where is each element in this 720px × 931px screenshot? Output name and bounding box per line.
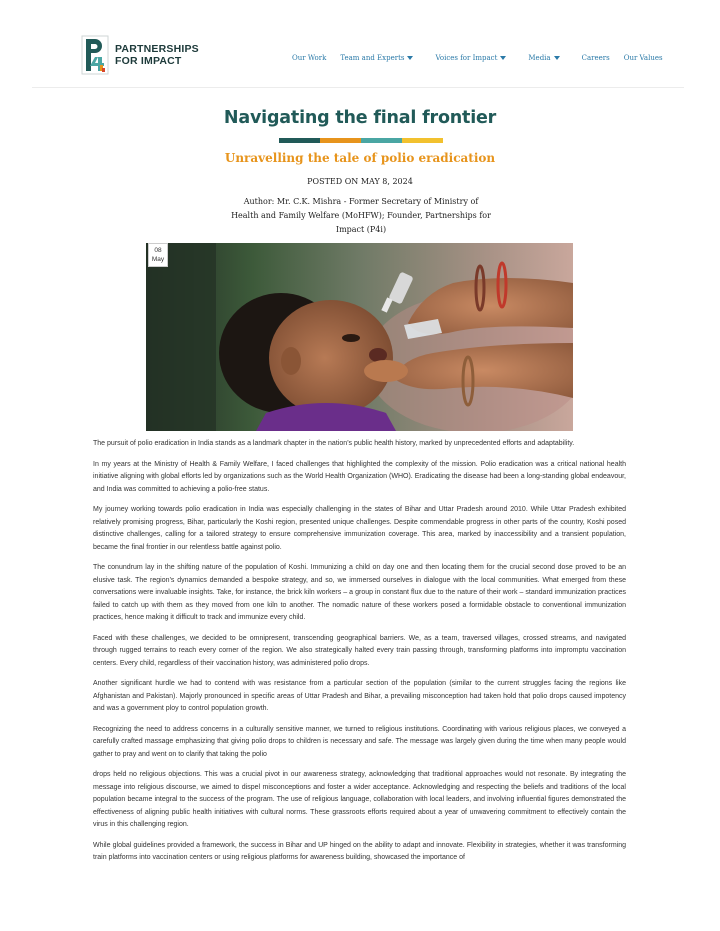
color-bar-teal-dark [279, 138, 320, 143]
hero-image [146, 243, 573, 431]
page-subtitle: Unravelling the tale of polio eradication [224, 151, 496, 165]
posted-date: POSTED ON MAY 8, 2024 [307, 177, 413, 186]
nav-our-values[interactable] [624, 54, 663, 62]
article-paragraph: Faced with these challenges, we decided to be omnipresent, transcending geographical barriers. We, as a team, traversed villages, crossed streams, and navigated through rugged terrains to reach every corner of the region. We also strategically halted every train passing through, transforming platforms into impromptu vaccination centers. Every child, regardless of their vaccination history, was administered polio drops. [93, 634, 626, 667]
logo-mark-icon [81, 35, 109, 75]
color-bar-teal-light [361, 138, 402, 143]
nav-our-values-label: Our Values [623, 54, 663, 62]
title-color-bars [279, 138, 443, 143]
date-badge-month: May [151, 256, 165, 263]
page-title: Navigating the final frontier [223, 108, 497, 128]
article-paragraph: The conundrum lay in the shifting nature of the population of Koshi. Immunizing a child on day one and then locating them for the crucial second dose proved to be an elusive task. The region’s dynamics demanded a bespoke strategy, and so, we immersed ourselves in dialogue with the local communities. What emerged from these conversations were invaluable insights. Take, for instance, the brick kiln workers – a group in constant flux due to the nature of their work – standard immunization practices failed to catch up with them as they moved from one kiln to another. The nomadic nature of these workers posed a formidable obstacle to conventional immunization practices, hence making it difficult to track and immunize every child. [93, 564, 626, 621]
nav-voices-for-impact-label: Voices for Impact [435, 54, 498, 62]
nav-voices-for-impact[interactable] [435, 54, 506, 62]
nav-our-work-label: Our Work [292, 54, 327, 62]
article-body [93, 438, 626, 873]
nav-team-and-experts-label: Team and Experts [340, 54, 405, 62]
color-bar-yellow [402, 138, 443, 143]
nav-careers[interactable] [582, 54, 610, 62]
nav-team-and-experts[interactable] [340, 54, 413, 62]
color-bar-orange [320, 138, 361, 143]
logo[interactable] [81, 35, 201, 75]
article-paragraph: My journey working towards polio eradication in India was especially challenging in the states of Bihar and Uttar Pradesh around 2010. While Uttar Pradesh exhibited relatively promising progress, Bihar, particularly the Koshi region, presented unique challenges. Despite commendable progress in other parts of the country, Koshi posed distinctive challenges, calling for a tailored strategy to ensure comprehensive immunization coverage. This area, marked by inaccessibility and a transient population, became the final frontier in our relentless battle against polio. [93, 506, 626, 551]
logo-text [115, 43, 199, 67]
main-nav [292, 54, 663, 62]
caret-down-icon [407, 56, 413, 60]
nav-our-work[interactable] [292, 54, 326, 62]
date-badge [148, 243, 168, 267]
article-paragraph: drops held no religious objections. This was a crucial pivot in our awareness strategy, acknowledging that traditional approaches would not resonate. By integrating the message into religious discourse, we aimed to dispel misconceptions and foster a wider acceptance. Acknowledging and respecting the beliefs and traditions of the local population became integral to the success of the program. The use of religious language, collaboration with local leaders, and involving influential figures demonstrated the effectiveness of aligning public health initiatives with cultural norms. These grassroots efforts required about a year of unwavering commitment to effectively contain the virus in this challenging region. [93, 771, 626, 828]
caret-down-icon [500, 56, 506, 60]
nav-careers-label: Careers [581, 54, 610, 62]
date-badge-day: 08 [154, 247, 162, 254]
nav-media[interactable] [528, 54, 559, 62]
article-paragraph: In my years at the Ministry of Health & Family Welfare, I faced challenges that highlighted the complexity of the mission. Polio eradication was a critical national health initiative aligning with global efforts led by organizations such as the World Health Organization (WHO). Eradicating the disease had been a long-standing global endeavour, and India was committed to achieving a polio-free status. [93, 460, 626, 493]
caret-down-icon [554, 56, 560, 60]
nav-media-label: Media [528, 54, 551, 62]
site-header [32, 30, 684, 88]
article-paragraph: Another significant hurdle we had to contend with was resistance from a particular section of the population (similar to the current struggles facing the regions like Afghanistan and Pakistan). Majorly pronounced in specific areas of Uttar Pradesh and Bihar, a prevailing misconception had taken hold that polio drops caused impotency and was a government ploy to control population growth. [93, 680, 626, 712]
logo-line-2: FOR IMPACT [115, 55, 182, 67]
article-paragraph: The pursuit of polio eradication in India stands as a landmark chapter in the nation’s public health history, marked by unprecedented efforts and adaptability. [93, 440, 575, 447]
logo-line-1: PARTNERSHIPS [115, 43, 199, 55]
article-paragraph: Recognizing the need to address concerns in a culturally sensitive manner, we turned to religious institutions. Coordinating with various religious places, we conveyed a carefully crafted massage emphasizing that giving polio drops to children is necessary and safe. The message was largely given during the time when many people would gather to pray and went on to clarify that taking the polio [93, 725, 626, 758]
author-line: Author: Mr. C.K. Mishra - Former Secretary of Ministry of Health and Family Welfare (MoHFW); Founder, Partnerships for Impact (P4i) [231, 197, 491, 234]
article-paragraph: While global guidelines provided a framework, the success in Bihar and UP hinged on the ability to adapt and innovate. Flexibility in strategies, whether it was transforming train platforms into vaccination centers or using religious platforms for awareness building, showcased the importance of [93, 841, 626, 861]
